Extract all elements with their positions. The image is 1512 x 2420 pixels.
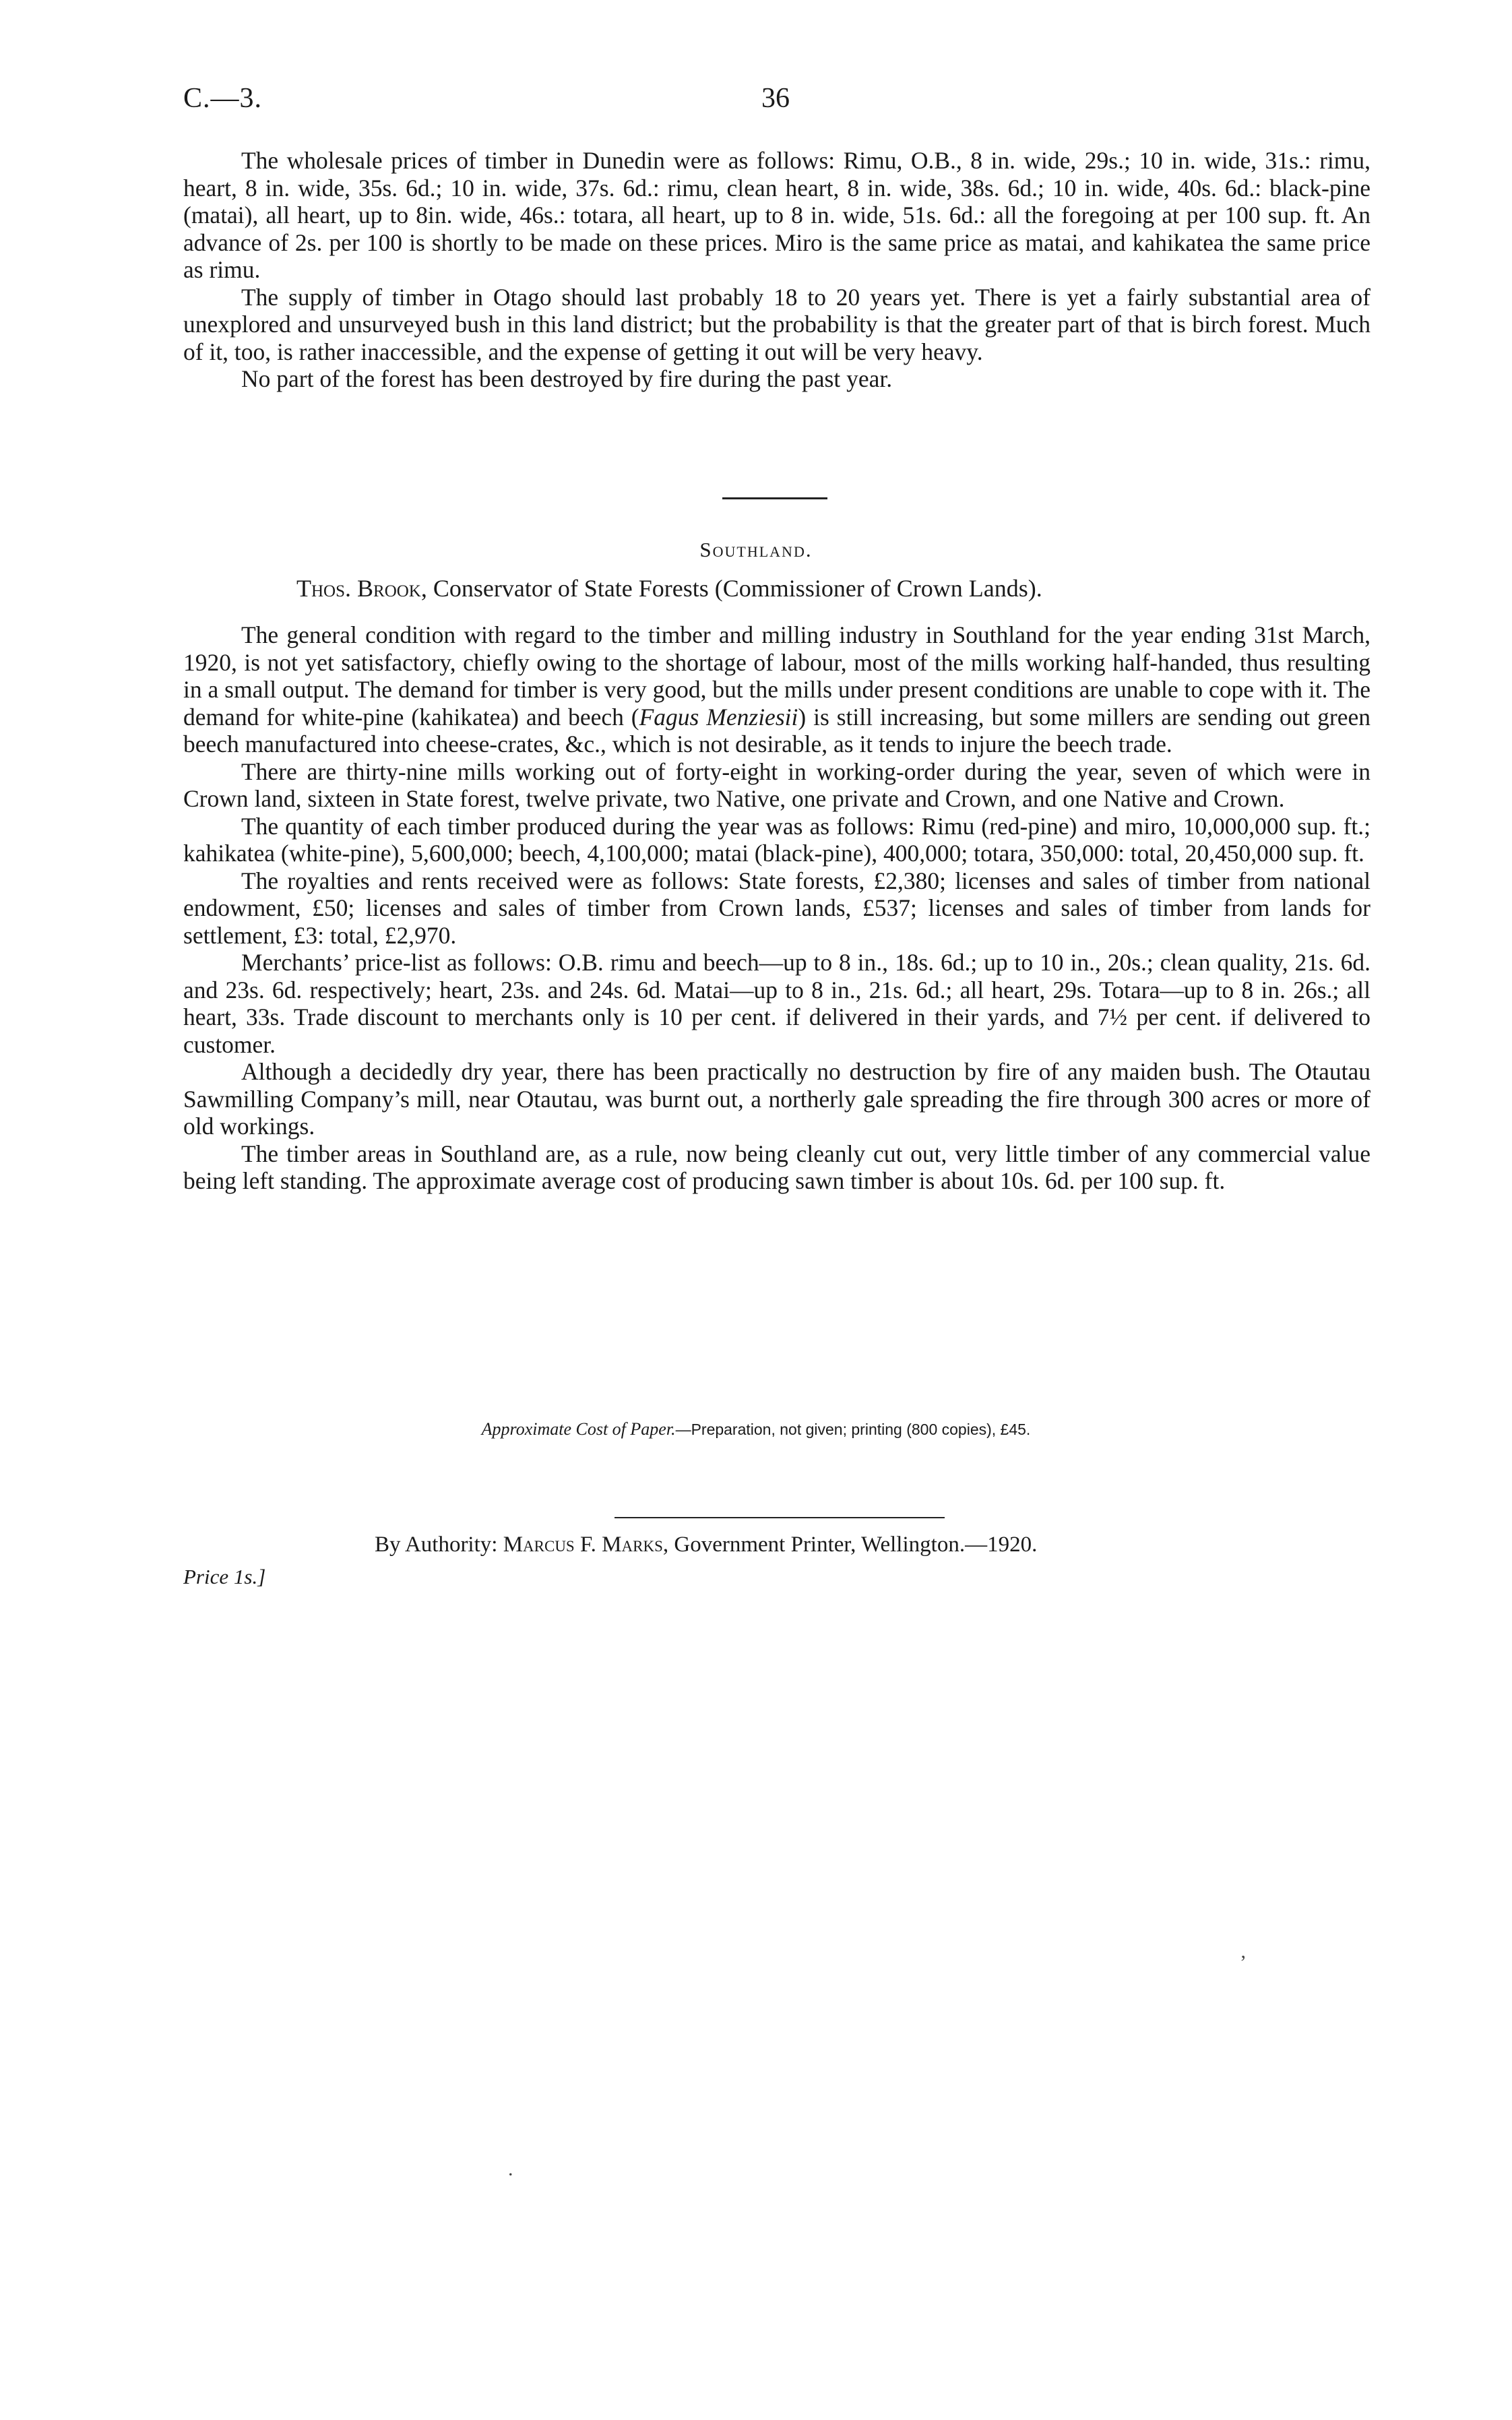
paragraph-mills: There are thirty-nine mills working out of forty-eight in working-order during the year, seven of which were in Crown land, sixteen in State forest, twelve private, two Native, one private and Crown, and one Native and Crown. <box>183 757 1371 812</box>
stray-dot: . <box>508 2158 513 2180</box>
cost-of-paper-label: Approximate Cost of Paper. <box>481 1419 676 1439</box>
section-heading-southland: Southland. <box>699 538 813 561</box>
paragraph-dunedin-prices: The wholesale prices of timber in Dunedin were as follows: Rimu, O.B., 8 in. wide, 29s.; 10 in. wide, 31s.: rimu, heart, 8 in. wide, 35s. 6d.; 10 in. wide, 37s. 6d.: rimu, clean heart, 8 in. wide, 38s. 6d.; 10 in. wide, 40s. 6d.: black-pine (matai), all heart, up to 8in. wide, 46s.: totara, all heart, up to 8 in. wide, 51s. 6d.: all the foregoing at per 100 sup. ft. An advance of 2s. per 100 is shortly to be made on these prices. Miro is the same price as matai, and kahikatea the same price as rimu. <box>183 147 1371 283</box>
paragraph-otago-fire: No part of the forest has been destroyed by fire during the past year. <box>241 365 893 392</box>
printer-authority-line <box>375 1532 1037 1557</box>
document-reference: C.—3. <box>183 83 263 114</box>
paragraph-general-condition-part-1: The general condition with regard to the timber and milling industry in Southland for the year ending 31st March, 1920, is not yet satisfactory, chiefly owing to the shortage of labour, most of the mills working half-handed, thus resulting in a small output. The demand for timber is very good, but the mills under present conditions are unable to cope with it. The demand for white-pine (kahikatea) and beech ( <box>183 621 1371 731</box>
paragraph-otago-supply: The supply of timber in Otago should last probably 18 to 20 years yet. There is yet a fairly substantial area of unexplored and unsurveyed bush in this land district; but the probability is that the greater part of that is birch forest. Much of it, too, is rather inaccessible, and the expense of getting it out will be very heavy. <box>183 283 1371 365</box>
southland-section-body <box>183 621 1371 1195</box>
printer-name: Marcus F. Marks <box>503 1532 663 1557</box>
cost-of-paper-text: —Preparation, not given; printing (800 copies), £45. <box>675 1421 1031 1438</box>
cost-of-paper-note <box>0 1419 1512 1439</box>
paragraph-fire: Although a decidedly dry year, there has been practically no destruction by fire of any maiden bush. The Otautau Sawmilling Company’s mill, near Otautau, was burnt out, a northerly gale spreading the fire through 300 acres or more of old workings. <box>183 1058 1371 1140</box>
page-number: 36 <box>761 83 790 114</box>
paragraph-general-condition-part-2: ) is still increasing, but some millers are sending out green beech manufactured into cheese-crates, &c., which is not desirable, as it tends to injure the beech trade. <box>183 703 1371 757</box>
section-divider <box>722 497 827 499</box>
stray-mark: ʼ <box>1240 1952 1247 1974</box>
paragraph-timber-quantity: The quantity of each timber produced during the year was as follows: Rimu (red-pine) and miro, 10,000,000 sup. ft.; kahikatea (white-pine), 5,600,000; beech, 4,100,000; matai (black-pine), 400,000; totara, 350,000: total, 20,450,000 sup. ft. <box>183 812 1371 867</box>
authority-prefix: By Authority: <box>375 1532 503 1557</box>
paragraph-timber-areas: The timber areas in Southland are, as a rule, now being cleanly cut out, very little timber of any commercial value being left standing. The approximate average cost of producing sawn timber is about 10s. 6d. per 100 sup. ft. <box>183 1140 1371 1194</box>
conservator-name: Thos. Brook <box>296 575 421 602</box>
paragraph-general-condition <box>183 621 1371 758</box>
conservator-title: , Conservator of State Forests (Commissioner of Crown Lands). <box>420 575 1042 602</box>
footer-divider <box>615 1517 945 1518</box>
species-name: Fagus Menziesii <box>639 703 798 731</box>
price-label: Price 1s.] <box>183 1565 266 1588</box>
conservator-line <box>296 574 1042 602</box>
paragraph-price-list: Merchants’ price-list as follows: O.B. rimu and beech—up to 8 in., 18s. 6d.; up to 10 in., 20s.; clean quality, 21s. 6d. and 23s. 6d. respectively; heart, 23s. and 24s. 6d. Matai—up to 8 in., 21s. 6d.; all heart, 29s. Totara—up to 8 in. 26s.; all heart, 33s. Trade discount to merchants only is 10 per cent. if delivered in their yards, and 7½ per cent. if delivered to customer. <box>183 949 1371 1058</box>
otago-section-body <box>183 147 1371 393</box>
authority-suffix: , Government Printer, Wellington.—1920. <box>662 1532 1038 1557</box>
paragraph-royalties: The royalties and rents received were as follows: State forests, £2,380; licenses and sales of timber from national endowment, £50; licenses and sales of timber from Crown lands, £537; licenses and sales of timber from lands for settlement, £3: total, £2,970. <box>183 867 1371 949</box>
